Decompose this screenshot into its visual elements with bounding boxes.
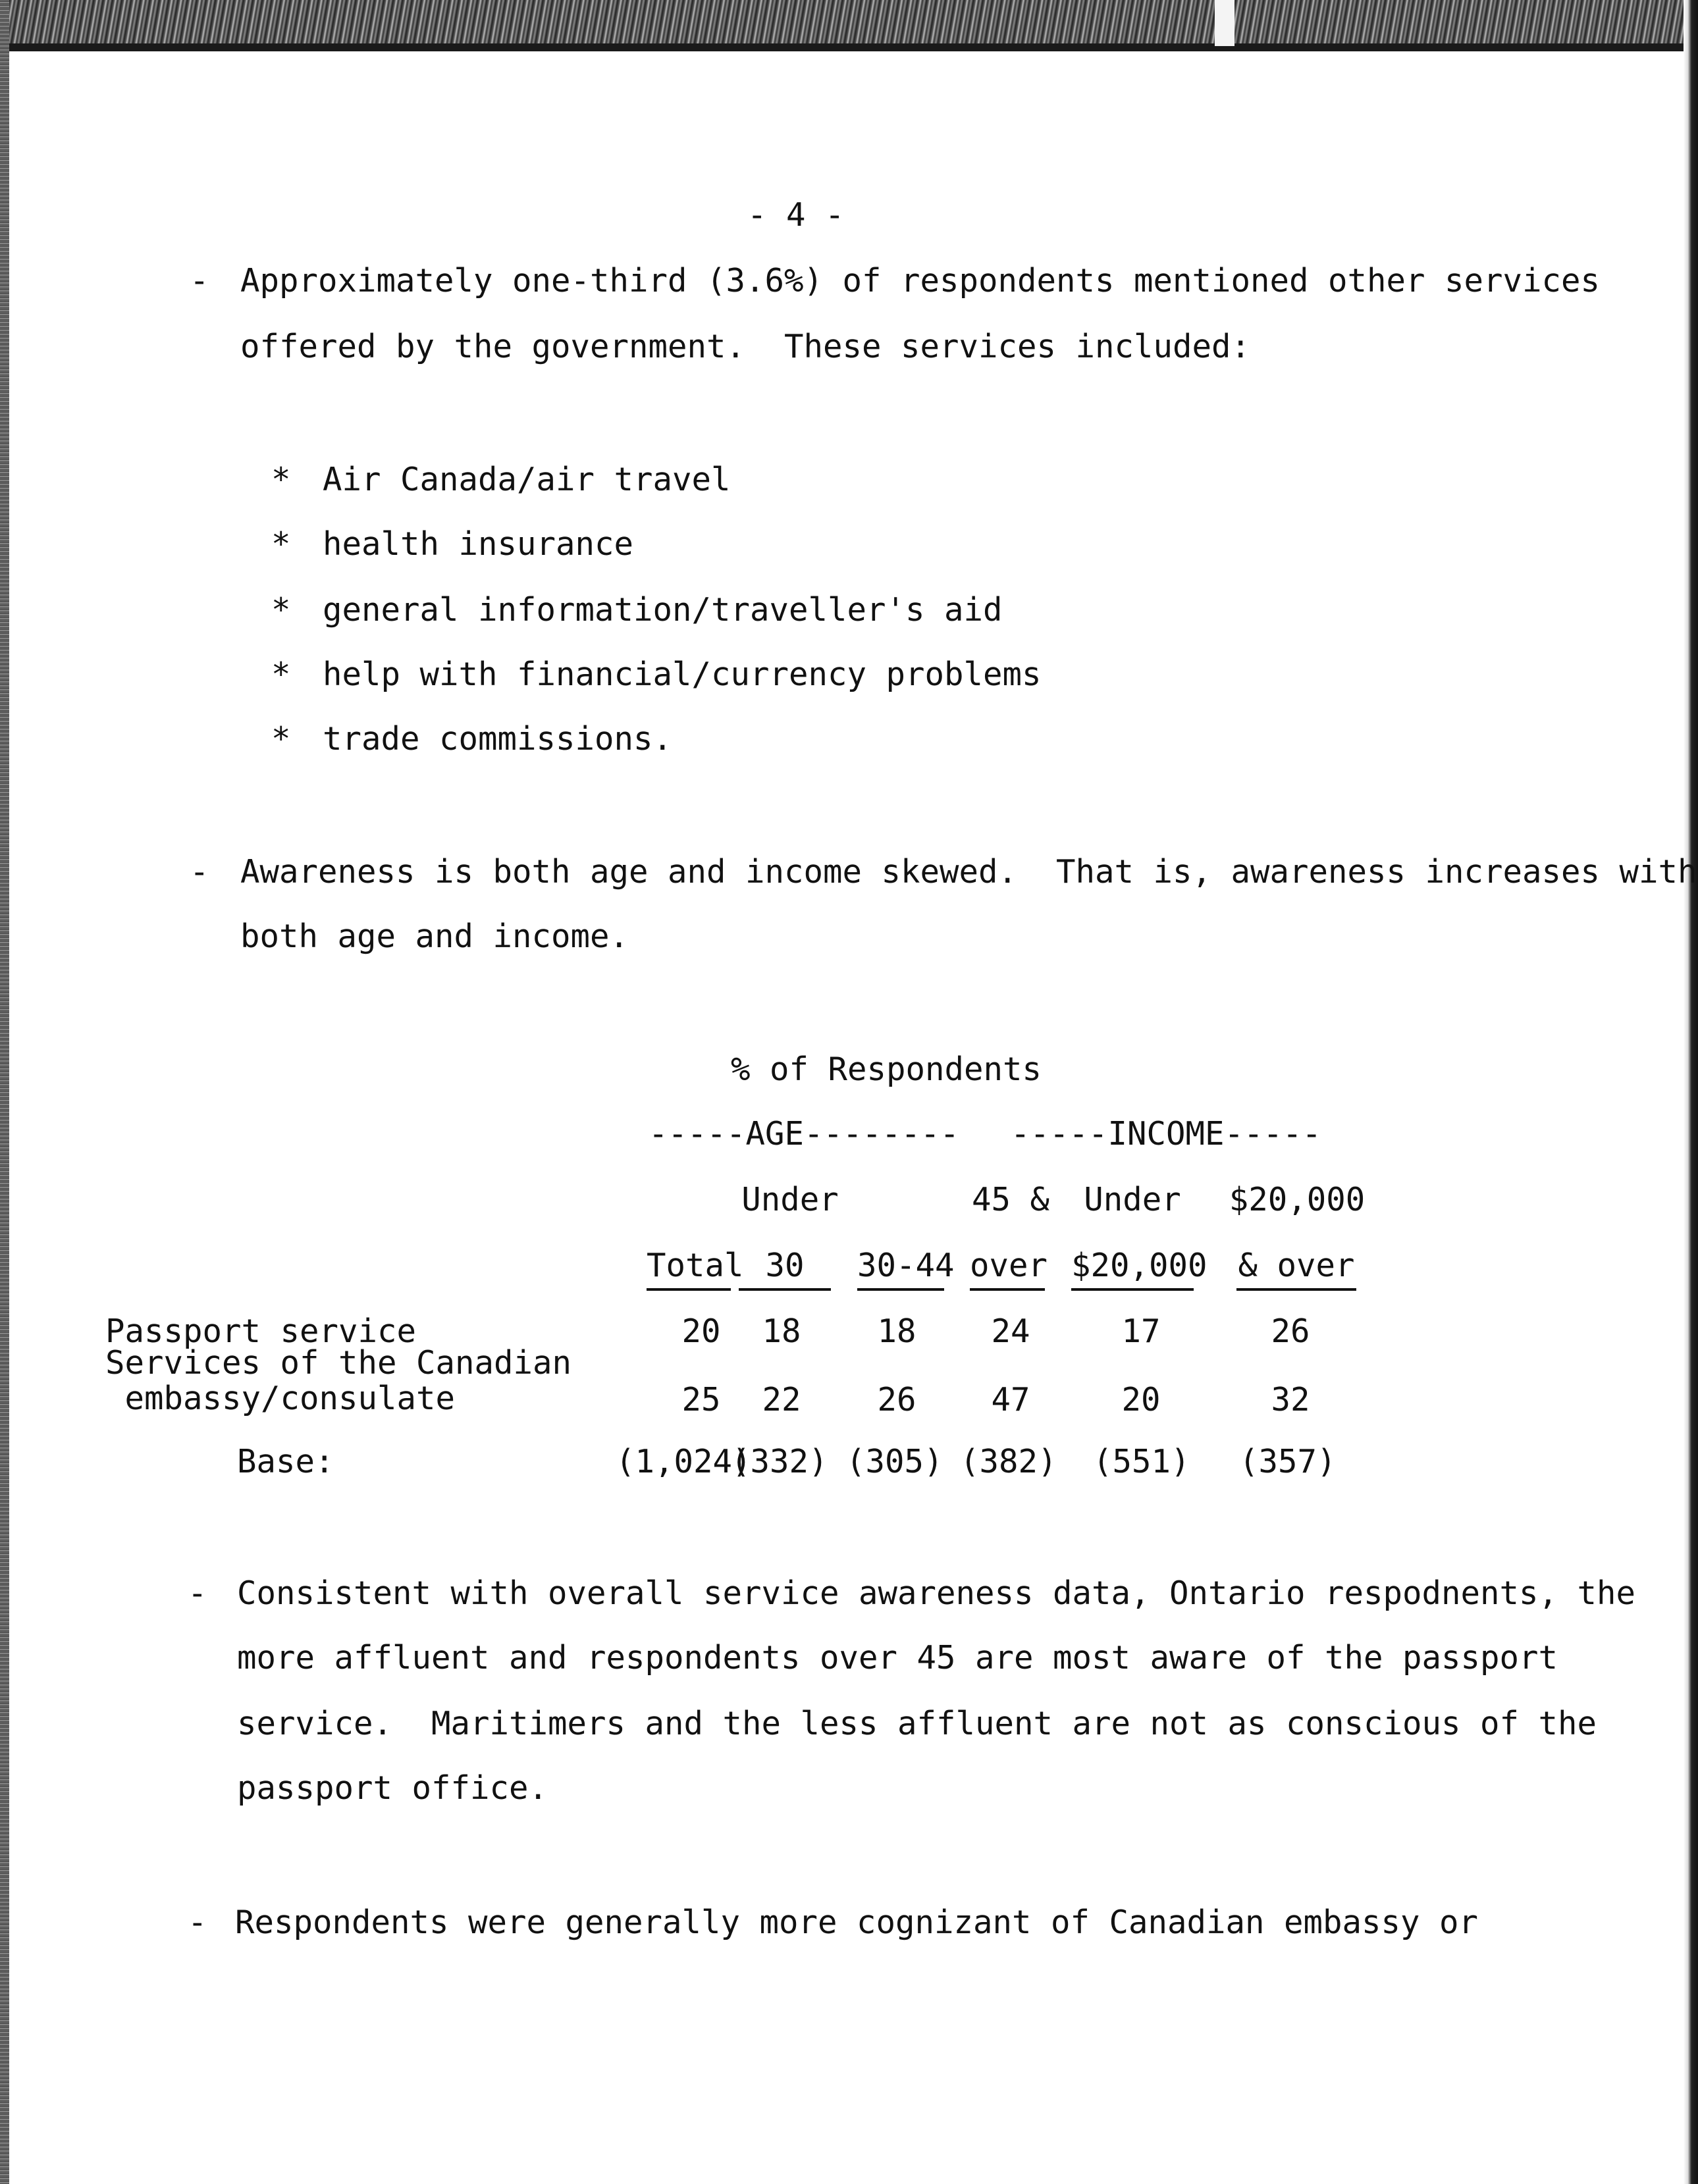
table-cell: 17 [1121,1313,1161,1350]
paragraph-line: both age and income. [240,918,629,955]
star-bullet: * [271,525,291,563]
column-header: 30 [739,1249,831,1291]
page-number: - 4 - [747,196,845,234]
paragraph-line: Respondents were generally more cognizant of Canadian embassy or [235,1904,1479,1941]
paragraph-line: service. Maritimers and the less affluent are not as conscious of the [237,1705,1597,1742]
column-header: & over [1236,1249,1356,1291]
table-cell: 18 [877,1313,916,1350]
column-header: 45 & [971,1181,1049,1218]
column-header: Under [1084,1181,1181,1218]
bullet-dash: - [188,1904,207,1941]
table-cell: 24 [991,1313,1030,1350]
age-group-header: -----AGE-------- [649,1115,960,1153]
row-label: embassy/consulate [105,1380,456,1417]
table-cell: (551) [1093,1443,1190,1480]
bullet-dash: - [190,262,209,299]
table-cell: 25 [681,1381,721,1418]
table-cell: (1,024) [616,1443,752,1480]
star-bullet: * [271,720,291,758]
column-header: $20,000 [1071,1249,1194,1291]
table-cell: (332) [731,1443,828,1480]
column-header: Total [647,1249,731,1291]
column-header: Under [741,1181,839,1218]
table-cell: 22 [762,1381,801,1418]
table-cell: 32 [1271,1381,1310,1418]
star-bullet: * [271,461,291,498]
star-bullet: * [271,656,291,693]
table-cell: (357) [1239,1443,1337,1480]
row-label: Services of the Canadian [105,1344,572,1382]
paragraph-line: more affluent and respondents over 45 are most aware of the passport [237,1639,1558,1677]
income-group-header: -----INCOME----- [1011,1115,1322,1153]
column-header: 30-44 [857,1249,944,1291]
list-item: trade commissions. [323,720,673,758]
paragraph-line: Consistent with overall service awareness data, Ontario respodnents, the [237,1574,1636,1612]
column-header: $20,000 [1229,1181,1366,1218]
table-cell: 20 [681,1313,721,1350]
paragraph-line: Awareness is both age and income skewed. That is, awareness increases with [240,853,1697,891]
table-cell: 26 [1271,1313,1310,1350]
paragraph-line: passport office. [237,1769,548,1807]
table-cell: 20 [1121,1381,1161,1418]
table-cell: 26 [877,1381,916,1418]
bullet-dash: - [190,853,209,891]
paragraph-line: Approximately one-third (3.6%) of respondents mentioned other services [240,262,1601,299]
list-item: Air Canada/air travel [323,461,731,498]
table-cell: 18 [762,1313,801,1350]
base-label: Base: [237,1443,334,1480]
table-title: % of Respondents [731,1051,1042,1088]
list-item: help with financial/currency problems [323,656,1042,693]
table-cell: 47 [991,1381,1030,1418]
list-item: general information/traveller's aid [323,591,1003,629]
column-header: over [970,1249,1045,1291]
table-cell: (305) [846,1443,943,1480]
star-bullet: * [271,591,291,629]
list-item: health insurance [323,525,634,563]
paragraph-line: offered by the government. These services included: [240,328,1251,365]
table-cell: (382) [960,1443,1057,1480]
row-label: Passport service [105,1313,417,1350]
bullet-dash: - [188,1574,207,1612]
